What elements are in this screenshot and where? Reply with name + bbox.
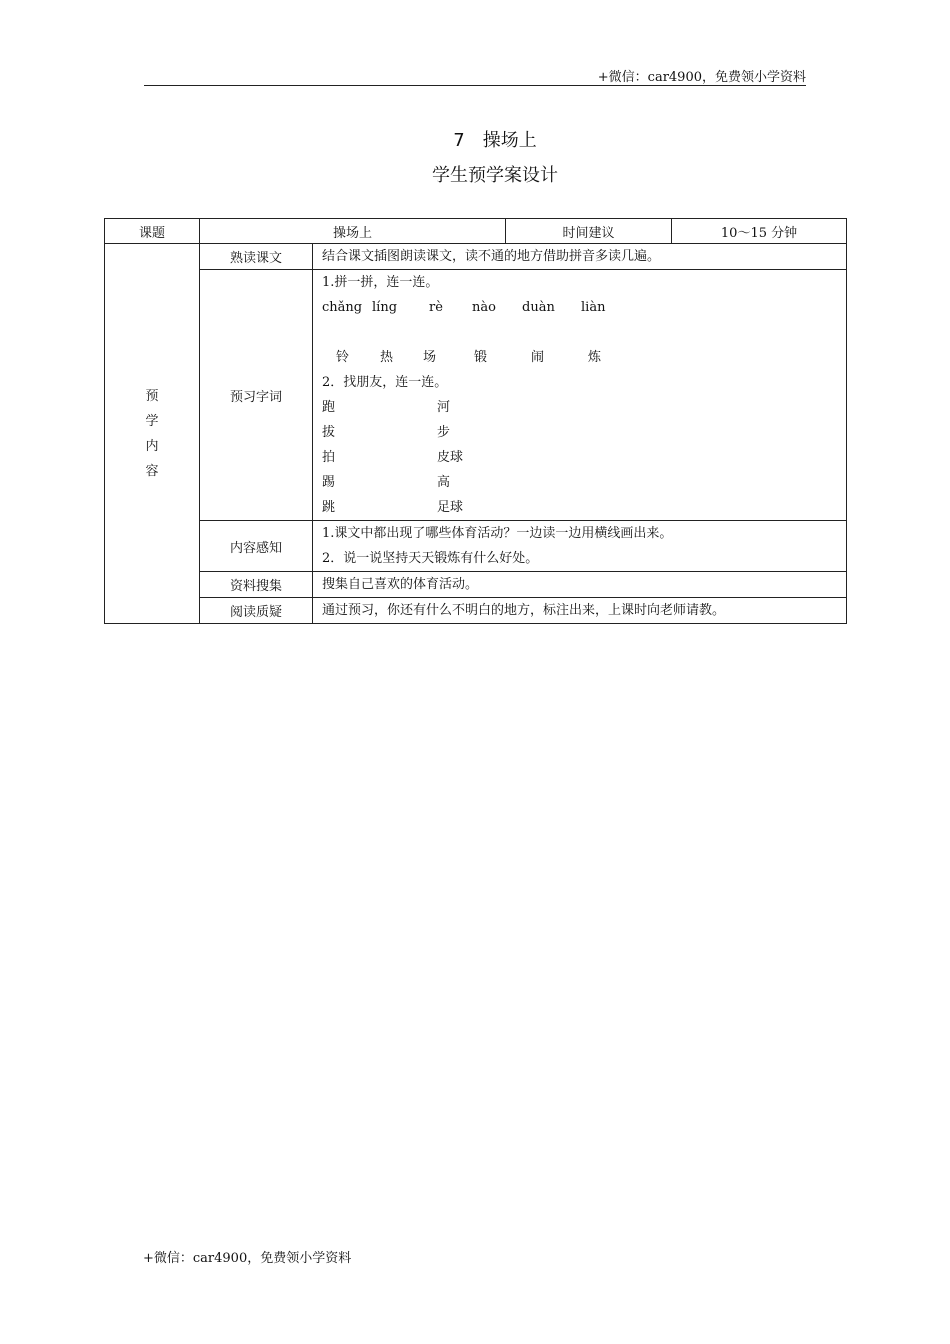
topic-label: 课题 <box>105 219 200 244</box>
question-label: 阅读质疑 <box>200 598 313 624</box>
lesson-name: 操场上 <box>482 130 537 151</box>
perceive-content <box>313 521 847 572</box>
pair-right: 河 <box>437 400 451 415</box>
header-divider <box>144 85 806 86</box>
pinyin-row <box>322 295 846 320</box>
char-item: 场 <box>423 350 437 365</box>
pinyin-item: duàn <box>522 300 555 315</box>
topic-value: 操场上 <box>200 219 506 244</box>
section-char: 容 <box>145 463 159 479</box>
lesson-number: 7 <box>453 130 465 151</box>
question-text: 通过预习，你还有什么不明白的地方，标注出来，上课时向老师请教。 <box>322 603 726 618</box>
pinyin-item: rè <box>429 300 443 315</box>
section-char: 内 <box>145 438 159 454</box>
footer-note: +微信：car4900，免费领小学资料 <box>143 1251 352 1266</box>
pair-row <box>322 470 846 495</box>
vocab-label: 预习字词 <box>200 270 313 521</box>
vocab-q1: 1.拼一拼，连一连。 <box>322 275 439 290</box>
char-item: 铃 <box>336 350 350 365</box>
perceive-q2: 2．说一说坚持天天锻炼有什么好处。 <box>322 551 539 566</box>
char-item: 热 <box>380 350 394 365</box>
pair-left: 拔 <box>322 425 336 440</box>
read-content <box>313 244 847 270</box>
char-item: 闹 <box>531 350 545 365</box>
perceive-label: 内容感知 <box>200 521 313 572</box>
pair-left: 拍 <box>322 450 336 465</box>
collect-content <box>313 572 847 598</box>
pair-row <box>322 495 846 520</box>
section-char: 预 <box>145 388 159 404</box>
blank-line <box>322 320 846 345</box>
collect-text: 搜集自己喜欢的体育活动。 <box>322 577 479 592</box>
section-label <box>105 384 199 484</box>
perceive-q1: 1.课文中都出现了哪些体育活动？一边读一边用横线画出来。 <box>322 526 673 541</box>
preview-plan-table <box>104 218 847 624</box>
read-label: 熟读课文 <box>200 244 313 270</box>
time-label: 时间建议 <box>506 219 672 244</box>
vocab-content <box>313 270 847 521</box>
lesson-title <box>0 126 950 152</box>
pair-row <box>322 445 846 470</box>
chars-row <box>322 345 846 370</box>
section-label-cell <box>105 244 200 624</box>
pinyin-item: chǎng <box>322 300 363 315</box>
pair-right: 步 <box>437 425 451 440</box>
pair-left: 跳 <box>322 500 336 515</box>
time-value: 10～15 分钟 <box>672 219 847 244</box>
pinyin-item: liàn <box>581 300 606 315</box>
pinyin-item: líng <box>372 300 398 315</box>
char-item: 锻 <box>474 350 488 365</box>
pinyin-item: nào <box>472 300 496 315</box>
header-note: +微信：car4900，免费领小学资料 <box>597 70 806 85</box>
pair-row <box>322 395 846 420</box>
read-text: 结合课文插图朗读课文，读不通的地方借助拼音多读几遍。 <box>322 249 661 264</box>
question-content <box>313 598 847 624</box>
pair-left: 跑 <box>322 400 336 415</box>
pair-right: 高 <box>437 475 451 490</box>
pair-right: 足球 <box>437 500 464 515</box>
document-subtitle: 学生预学案设计 <box>432 165 558 186</box>
pair-left: 踢 <box>322 475 336 490</box>
section-char: 学 <box>145 413 159 429</box>
collect-label: 资料搜集 <box>200 572 313 598</box>
vocab-q2: 2．找朋友，连一连。 <box>322 375 448 390</box>
pair-row <box>322 420 846 445</box>
pair-right: 皮球 <box>437 450 464 465</box>
char-item: 炼 <box>588 350 602 365</box>
